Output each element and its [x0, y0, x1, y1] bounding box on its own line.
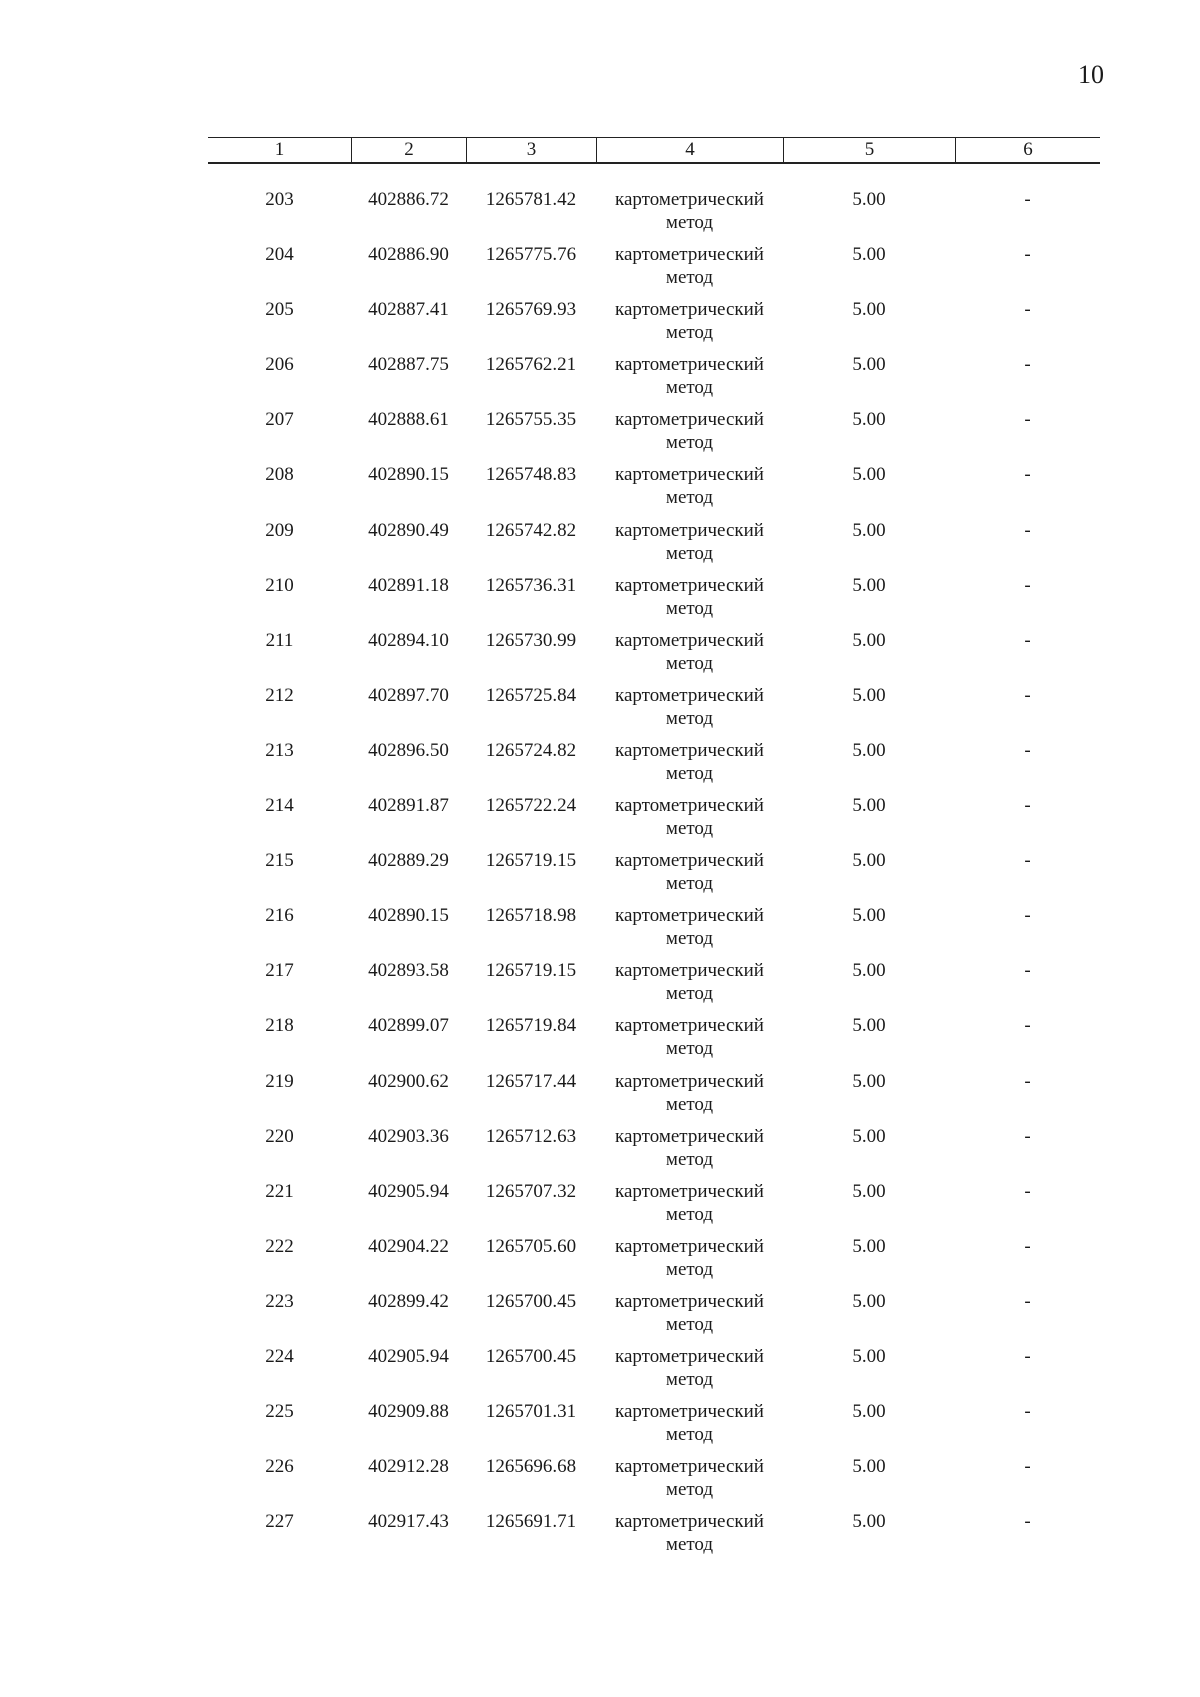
method-line-1: картометрический — [615, 795, 764, 817]
cell-precision: 5.00 — [852, 629, 886, 651]
method-line-1: картометрический — [615, 1015, 764, 1037]
cell-description: - — [1024, 1125, 1031, 1147]
cell-precision: 5.00 — [852, 850, 886, 872]
table-row — [208, 1400, 1100, 1455]
method-line-1: картометрический — [615, 850, 764, 872]
cell-precision: 5.00 — [852, 299, 886, 321]
method-line-1: картометрический — [615, 409, 764, 431]
cell-point-number: 209 — [265, 519, 294, 541]
method-line-2: метод — [665, 432, 714, 454]
table-row — [208, 1290, 1100, 1345]
method-line-1: картометрический — [615, 1180, 764, 1202]
cell-coordinate-y: 1265725.84 — [485, 684, 577, 706]
cell-method — [596, 1014, 783, 1069]
cell-coordinate-y: 1265719.15 — [485, 850, 577, 872]
table-row — [208, 1070, 1100, 1125]
method-line-1: картометрический — [615, 1235, 764, 1257]
table-row — [208, 629, 1100, 684]
cell-coordinate-x: 402888.61 — [368, 409, 449, 431]
cell-coordinate-x: 402887.75 — [368, 354, 449, 376]
cell-point-number: 208 — [265, 464, 294, 486]
cell-coordinate-y: 1265742.82 — [485, 519, 577, 541]
cell-point-number: 211 — [265, 629, 294, 651]
cell-coordinate-y: 1265730.99 — [485, 629, 577, 651]
table-row — [208, 1235, 1100, 1290]
cell-coordinate-y: 1265762.21 — [485, 354, 577, 376]
cell-coordinate-x: 402909.88 — [368, 1401, 449, 1423]
cell-coordinate-y: 1265775.76 — [485, 244, 577, 266]
cell-description: - — [1024, 244, 1031, 266]
method-line-2: метод — [665, 542, 714, 564]
cell-precision: 5.00 — [852, 739, 886, 761]
cell-coordinate-y: 1265719.84 — [485, 1015, 577, 1037]
method-line-2: метод — [665, 873, 714, 895]
cell-coordinate-y: 1265707.32 — [485, 1180, 577, 1202]
cell-coordinate-x: 402894.10 — [368, 629, 449, 651]
cell-description: - — [1024, 409, 1031, 431]
cell-coordinate-y: 1265691.71 — [485, 1511, 577, 1533]
cell-description: - — [1024, 739, 1031, 761]
method-line-2: метод — [665, 652, 714, 674]
table-row — [208, 1510, 1100, 1565]
cell-coordinate-x: 402886.72 — [368, 189, 449, 210]
cell-coordinate-x: 402900.62 — [368, 1070, 449, 1092]
cell-method — [596, 794, 783, 849]
method-line-1: картометрический — [615, 464, 764, 486]
column-header-5: 5 — [783, 138, 955, 162]
cell-point-number: 226 — [265, 1456, 294, 1478]
cell-precision: 5.00 — [852, 1290, 886, 1312]
cell-method — [596, 849, 783, 904]
cell-coordinate-y: 1265705.60 — [485, 1235, 577, 1257]
method-line-1: картометрический — [615, 905, 764, 927]
cell-precision: 5.00 — [852, 960, 886, 982]
cell-coordinate-y: 1265781.42 — [485, 189, 577, 210]
method-line-1: картометрический — [615, 1125, 764, 1147]
table-header — [208, 137, 1100, 164]
cell-precision: 5.00 — [852, 1235, 886, 1257]
cell-point-number: 207 — [265, 409, 294, 431]
cell-description: - — [1024, 574, 1031, 596]
column-header-4: 4 — [596, 138, 783, 162]
cell-coordinate-x: 402905.94 — [368, 1345, 449, 1367]
cell-method — [596, 1290, 783, 1345]
cell-coordinate-x: 402897.70 — [368, 684, 449, 706]
cell-description: - — [1024, 795, 1031, 817]
cell-point-number: 214 — [265, 795, 294, 817]
cell-coordinate-y: 1265696.68 — [485, 1456, 577, 1478]
cell-coordinate-x: 402903.36 — [368, 1125, 449, 1147]
method-line-2: метод — [665, 983, 714, 1005]
method-line-2: метод — [665, 707, 714, 729]
method-line-1: картометрический — [615, 684, 764, 706]
cell-method — [596, 188, 783, 243]
cell-point-number: 210 — [265, 574, 294, 596]
table-row — [208, 904, 1100, 959]
cell-coordinate-y: 1265748.83 — [485, 464, 577, 486]
method-line-2: метод — [665, 1038, 714, 1060]
table-row — [208, 574, 1100, 629]
cell-coordinate-x: 402904.22 — [368, 1235, 449, 1257]
cell-point-number: 212 — [265, 684, 294, 706]
cell-precision: 5.00 — [852, 1511, 886, 1533]
cell-point-number: 213 — [265, 739, 294, 761]
cell-description: - — [1024, 1290, 1031, 1312]
cell-coordinate-x: 402886.90 — [368, 244, 449, 266]
cell-coordinate-y: 1265712.63 — [485, 1125, 577, 1147]
cell-point-number: 205 — [265, 299, 294, 321]
cell-point-number: 204 — [265, 244, 294, 266]
cell-precision: 5.00 — [852, 189, 886, 210]
cell-precision: 5.00 — [852, 574, 886, 596]
cell-coordinate-x: 402899.42 — [368, 1290, 449, 1312]
cell-precision: 5.00 — [852, 795, 886, 817]
cell-precision: 5.00 — [852, 1180, 886, 1202]
method-line-1: картометрический — [615, 354, 764, 376]
method-line-2: метод — [665, 1148, 714, 1170]
method-line-1: картометрический — [615, 629, 764, 651]
cell-coordinate-y: 1265722.24 — [485, 795, 577, 817]
cell-coordinate-y: 1265718.98 — [485, 905, 577, 927]
cell-method — [596, 1070, 783, 1125]
cell-point-number: 224 — [265, 1345, 294, 1367]
cell-method — [596, 519, 783, 574]
method-line-2: метод — [665, 1424, 714, 1446]
cell-description: - — [1024, 1235, 1031, 1257]
cell-point-number: 203 — [265, 189, 294, 210]
table-row — [208, 298, 1100, 353]
table-row — [208, 463, 1100, 518]
cell-precision: 5.00 — [852, 354, 886, 376]
cell-description: - — [1024, 684, 1031, 706]
cell-description: - — [1024, 1345, 1031, 1367]
method-line-2: метод — [665, 597, 714, 619]
cell-description: - — [1024, 299, 1031, 321]
cell-precision: 5.00 — [852, 1070, 886, 1092]
cell-point-number: 206 — [265, 354, 294, 376]
method-line-1: картометрический — [615, 189, 764, 210]
cell-coordinate-y: 1265719.15 — [485, 960, 577, 982]
method-line-1: картометрический — [615, 574, 764, 596]
method-line-1: картометрический — [615, 960, 764, 982]
cell-description: - — [1024, 960, 1031, 982]
cell-method — [596, 1455, 783, 1510]
cell-coordinate-x: 402905.94 — [368, 1180, 449, 1202]
method-line-2: метод — [665, 1313, 714, 1335]
method-line-1: картометрический — [615, 1290, 764, 1312]
method-line-2: метод — [665, 928, 714, 950]
cell-method — [596, 959, 783, 1014]
cell-description: - — [1024, 1180, 1031, 1202]
cell-point-number: 223 — [265, 1290, 294, 1312]
cell-coordinate-y: 1265717.44 — [485, 1070, 577, 1092]
cell-coordinate-y: 1265769.93 — [485, 299, 577, 321]
cell-description: - — [1024, 1511, 1031, 1533]
cell-coordinate-x: 402891.18 — [368, 574, 449, 596]
method-line-2: метод — [665, 1258, 714, 1280]
cell-point-number: 227 — [265, 1511, 294, 1533]
cell-coordinate-x: 402890.15 — [368, 464, 449, 486]
cell-coordinate-y: 1265700.45 — [485, 1290, 577, 1312]
cell-method — [596, 408, 783, 463]
method-line-1: картометрический — [615, 519, 764, 541]
table-row — [208, 684, 1100, 739]
method-line-1: картометрический — [615, 1456, 764, 1478]
cell-coordinate-y: 1265724.82 — [485, 739, 577, 761]
cell-method — [596, 1180, 783, 1235]
cell-precision: 5.00 — [852, 1015, 886, 1037]
cell-precision: 5.00 — [852, 684, 886, 706]
method-line-1: картометрический — [615, 1511, 764, 1533]
cell-precision: 5.00 — [852, 905, 886, 927]
cell-coordinate-x: 402912.28 — [368, 1456, 449, 1478]
cell-coordinate-x: 402887.41 — [368, 299, 449, 321]
cell-point-number: 222 — [265, 1235, 294, 1257]
cell-coordinate-y: 1265736.31 — [485, 574, 577, 596]
column-header-2: 2 — [351, 138, 466, 162]
cell-description: - — [1024, 1456, 1031, 1478]
table-row — [208, 794, 1100, 849]
cell-description: - — [1024, 464, 1031, 486]
table-row — [208, 1455, 1100, 1510]
cell-point-number: 217 — [265, 960, 294, 982]
cell-method — [596, 629, 783, 684]
method-line-2: метод — [665, 267, 714, 289]
cell-coordinate-y: 1265700.45 — [485, 1345, 577, 1367]
cell-coordinate-x: 402890.15 — [368, 905, 449, 927]
cell-description: - — [1024, 905, 1031, 927]
method-line-1: картометрический — [615, 299, 764, 321]
method-line-2: метод — [665, 1203, 714, 1225]
column-header-6: 6 — [955, 138, 1100, 162]
cell-precision: 5.00 — [852, 1456, 886, 1478]
cell-precision: 5.00 — [852, 464, 886, 486]
table-body — [208, 188, 1100, 1565]
table-row — [208, 1014, 1100, 1069]
cell-description: - — [1024, 189, 1031, 210]
method-line-2: метод — [665, 1368, 714, 1390]
cell-method — [596, 574, 783, 629]
method-line-1: картометрический — [615, 244, 764, 266]
table-row — [208, 1180, 1100, 1235]
table-row — [208, 353, 1100, 408]
table-row — [208, 408, 1100, 463]
cell-method — [596, 1400, 783, 1455]
cell-point-number: 221 — [265, 1180, 294, 1202]
method-line-1: картометрический — [615, 1401, 764, 1423]
table-row — [208, 1125, 1100, 1180]
cell-coordinate-x: 402891.87 — [368, 795, 449, 817]
method-line-2: метод — [665, 1093, 714, 1115]
cell-coordinate-y: 1265701.31 — [485, 1401, 577, 1423]
cell-coordinate-x: 402917.43 — [368, 1511, 449, 1533]
method-line-2: метод — [665, 377, 714, 399]
method-line-2: метод — [665, 487, 714, 509]
column-header-3: 3 — [466, 138, 596, 162]
table-row — [208, 849, 1100, 904]
cell-coordinate-x: 402896.50 — [368, 739, 449, 761]
table-row — [208, 243, 1100, 298]
cell-description: - — [1024, 629, 1031, 651]
cell-description: - — [1024, 519, 1031, 541]
cell-method — [596, 1125, 783, 1180]
cell-description: - — [1024, 1070, 1031, 1092]
cell-precision: 5.00 — [852, 244, 886, 266]
table-row — [208, 959, 1100, 1014]
cell-method — [596, 298, 783, 353]
cell-coordinate-y: 1265755.35 — [485, 409, 577, 431]
cell-coordinate-x: 402893.58 — [368, 960, 449, 982]
cell-point-number: 220 — [265, 1125, 294, 1147]
cell-precision: 5.00 — [852, 1401, 886, 1423]
cell-point-number: 225 — [265, 1401, 294, 1423]
cell-coordinate-x: 402899.07 — [368, 1015, 449, 1037]
cell-method — [596, 904, 783, 959]
method-line-2: метод — [665, 212, 714, 233]
method-line-1: картометрический — [615, 739, 764, 761]
cell-point-number: 216 — [265, 905, 294, 927]
method-line-2: метод — [665, 818, 714, 840]
cell-method — [596, 739, 783, 794]
cell-precision: 5.00 — [852, 1125, 886, 1147]
cell-method — [596, 1510, 783, 1565]
cell-description: - — [1024, 1401, 1031, 1423]
cell-point-number: 219 — [265, 1070, 294, 1092]
cell-description: - — [1024, 1015, 1031, 1037]
cell-precision: 5.00 — [852, 1345, 886, 1367]
cell-method — [596, 353, 783, 408]
cell-method — [596, 463, 783, 518]
table-row — [208, 519, 1100, 574]
cell-method — [596, 684, 783, 739]
method-line-2: метод — [665, 762, 714, 784]
page-number: 10 — [1078, 60, 1104, 89]
column-header-1: 1 — [274, 139, 285, 160]
cell-description: - — [1024, 354, 1031, 376]
method-line-1: картометрический — [615, 1345, 764, 1367]
table-row — [208, 739, 1100, 794]
cell-coordinate-x: 402889.29 — [368, 850, 449, 872]
cell-description: - — [1024, 850, 1031, 872]
cell-point-number: 215 — [265, 850, 294, 872]
cell-method — [596, 243, 783, 298]
method-line-2: метод — [665, 322, 714, 344]
cell-method — [596, 1345, 783, 1400]
cell-point-number: 218 — [265, 1015, 294, 1037]
cell-coordinate-x: 402890.49 — [368, 519, 449, 541]
method-line-1: картометрический — [615, 1070, 764, 1092]
table-row — [208, 188, 1100, 243]
table-row — [208, 1345, 1100, 1400]
method-line-2: метод — [665, 1479, 714, 1501]
cell-precision: 5.00 — [852, 409, 886, 431]
cell-precision: 5.00 — [852, 519, 886, 541]
method-line-2: метод — [665, 1534, 714, 1556]
cell-method — [596, 1235, 783, 1290]
